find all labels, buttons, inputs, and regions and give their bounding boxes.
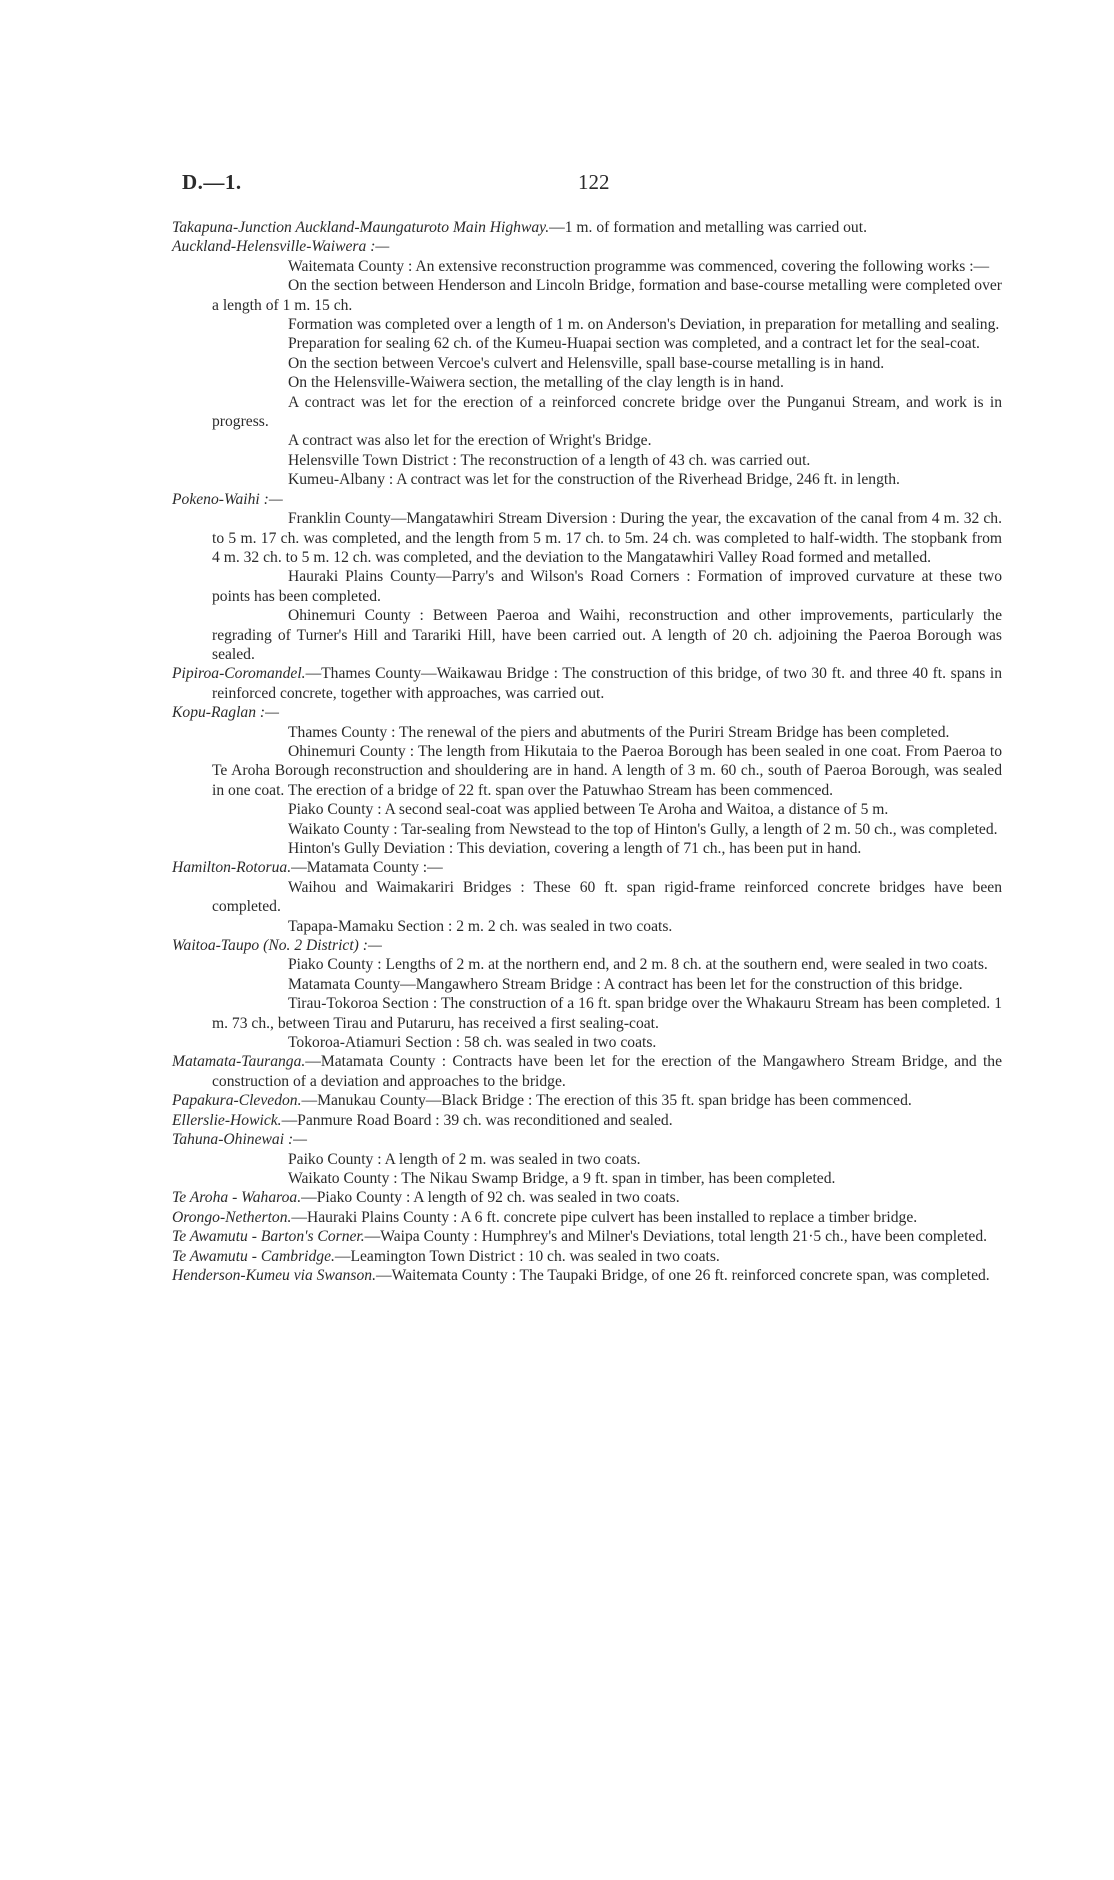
report-paragraph	[172, 1033, 1002, 1052]
route-name: Kopu-Raglan :—	[172, 704, 279, 722]
report-paragraph	[172, 257, 1002, 276]
paragraph-text: A contract was let for the erection of a reinforced concrete bridge over the Punganui Stream, and work is in progress.	[212, 393, 1002, 431]
paragraph-text: —Waipa County : Humphrey's and Milner's Deviations, total length 21·5 ch., have been completed.	[364, 1228, 988, 1246]
page-number: 122	[578, 170, 610, 194]
paragraph-text: On the section between Vercoe's culvert and Helensville, spall base-course metalling is in hand.	[288, 354, 885, 372]
report-paragraph	[172, 955, 1002, 974]
report-paragraph	[172, 431, 1002, 450]
route-heading-paragraph	[172, 664, 1002, 703]
report-paragraph	[172, 1150, 1002, 1169]
route-name: Matamata-Tauranga.	[172, 1053, 306, 1071]
route-name: Te Aroha - Waharoa.	[172, 1189, 302, 1207]
paragraph-text: Ohinemuri County : The length from Hikutaia to the Paeroa Borough has been sealed in one coat. From Paeroa to Te Aroha Borough reconstruction and shouldering are in hand. A length of 3 m. 60 ch., south of Paeroa Borough, was sealed in one coat. The erection of a bridge of 22 ft. span over the Patuwhao Stream has been commenced.	[212, 742, 1002, 799]
route-name: Pokeno-Waihi :—	[172, 490, 283, 508]
route-name: Henderson-Kumeu via Swanson.	[172, 1266, 376, 1284]
report-paragraph	[172, 839, 1002, 858]
paragraph-text: Tokoroa-Atiamuri Section : 58 ch. was sealed in two coats.	[288, 1034, 657, 1052]
paragraph-text: Matamata County—Mangawhero Stream Bridge : A contract has been let for the construction of this bridge.	[288, 975, 963, 993]
report-paragraph	[172, 567, 1002, 606]
report-paragraph	[172, 276, 1002, 315]
report-paragraph	[172, 509, 1002, 567]
report-paragraph	[172, 393, 1002, 432]
paragraph-text: —Matamata County :—	[291, 859, 443, 877]
route-heading-paragraph	[172, 703, 1002, 722]
paragraph-text: On the section between Henderson and Lincoln Bridge, formation and base-course metalling were completed over a length of 1 m. 15 ch.	[212, 277, 1002, 314]
route-heading-paragraph	[172, 218, 1002, 237]
paragraph-text: On the Helensville-Waiwera section, the metalling of the clay length is in hand.	[288, 374, 784, 392]
report-paragraph	[172, 917, 1002, 936]
report-paragraph	[172, 975, 1002, 994]
paragraph-text: —Piako County : A length of 92 ch. was sealed in two coats.	[301, 1189, 680, 1207]
route-heading-paragraph	[172, 1266, 1002, 1285]
paragraph-text: Hauraki Plains County—Parry's and Wilson's Road Corners : Formation of improved curvature at these two points has been completed.	[212, 568, 1002, 605]
report-paragraph	[172, 451, 1002, 470]
route-heading-paragraph	[172, 858, 1002, 877]
paragraph-text: A contract was also let for the erection of Wright's Bridge.	[288, 432, 652, 450]
paragraph-text: Kumeu-Albany : A contract was let for the construction of the Riverhead Bridge, 246 ft. in length.	[288, 471, 900, 489]
route-heading-paragraph	[172, 1091, 1002, 1110]
route-heading-paragraph	[172, 1247, 1002, 1266]
paragraph-text: Waikato County : Tar-sealing from Newstead to the top of Hinton's Gully, a length of 2 m. 50 ch., was completed.	[288, 820, 998, 838]
paragraph-text: —Panmure Road Board : 39 ch. was reconditioned and sealed.	[281, 1111, 673, 1129]
paragraph-text: Waitemata County : An extensive reconstruction programme was commenced, covering the following works :—	[288, 257, 990, 275]
route-name: Waitoa-Taupo (No. 2 District) :—	[172, 937, 382, 955]
route-name: Pipiroa-Coromandel.	[172, 665, 306, 683]
route-name: Te Awamutu - Cambridge.	[172, 1247, 335, 1265]
paragraph-text: —Leamington Town District : 10 ch. was sealed in two coats.	[334, 1247, 720, 1265]
paragraph-text: Piako County : A second seal-coat was applied between Te Aroha and Waitoa, a distance of 5 m.	[288, 801, 889, 819]
report-paragraph	[172, 606, 1002, 664]
paragraph-text: Ohinemuri County : Between Paeroa and Waihi, reconstruction and other improvements, particularly the regrading of Turner's Hill and Tarariki Hill, have been carried out. A length of 20 ch. adjoining the Paeroa Borough was sealed.	[212, 607, 1002, 663]
route-name: Te Awamutu - Barton's Corner.	[172, 1228, 365, 1246]
report-paragraph	[172, 334, 1002, 353]
report-paragraph	[172, 470, 1002, 489]
paragraph-text: Hinton's Gully Deviation : This deviation, covering a length of 71 ch., has been put in hand.	[288, 840, 862, 857]
route-heading-paragraph	[172, 1188, 1002, 1207]
report-paragraph	[172, 354, 1002, 373]
paragraph-text: Preparation for sealing 62 ch. of the Kumeu-Huapai section was completed, and a contract let for the seal-coat.	[288, 335, 980, 353]
report-body	[172, 218, 1002, 1285]
route-name: Hamilton-Rotorua.	[172, 859, 292, 877]
paragraph-text: Franklin County—Mangatawhiri Stream Diversion : During the year, the excavation of the canal from 4 m. 32 ch. to 5 m. 17 ch. was completed, and the length from 5 m. 17 ch. to 5m. 24 ch. was completed to half-width. The stopbank from 4 m. 32 ch. to 5 m. 12 ch. was completed, and the deviation to the Mangatawhiri Valley Road formed and metalled.	[212, 510, 1002, 566]
report-paragraph	[172, 315, 1002, 334]
route-name: Tahuna-Ohinewai :—	[172, 1131, 308, 1149]
paragraph-text: Tapapa-Mamaku Section : 2 m. 2 ch. was sealed in two coats.	[288, 917, 673, 935]
report-paragraph	[172, 820, 1002, 839]
paragraph-text: Waikato County : The Nikau Swamp Bridge, a 9 ft. span in timber, has been completed.	[288, 1169, 836, 1187]
document-reference: D.—1.	[182, 170, 242, 194]
paragraph-text: —Manukau County—Black Bridge : The erection of this 35 ft. span bridge has been commenced.	[301, 1092, 912, 1110]
paragraph-text: Tirau-Tokoroa Section : The construction of a 16 ft. span bridge over the Whakauru Stream has been completed. 1 m. 73 ch., between Tirau and Putaruru, has received a first sealing-coat.	[212, 995, 1002, 1032]
paragraph-text: Paiko County : A length of 2 m. was sealed in two coats.	[288, 1150, 641, 1168]
route-heading-paragraph	[172, 1208, 1002, 1227]
page-header	[182, 170, 1002, 198]
report-paragraph	[172, 742, 1002, 800]
route-name: Auckland-Helensville-Waiwera :—	[172, 238, 390, 256]
report-paragraph	[172, 1169, 1002, 1188]
report-paragraph	[172, 800, 1002, 819]
route-heading-paragraph	[172, 490, 1002, 509]
report-paragraph	[172, 723, 1002, 742]
paragraph-text: —Hauraki Plains County : A 6 ft. concrete pipe culvert has been installed to replace a timber bridge.	[291, 1208, 918, 1226]
route-name: Papakura-Clevedon.	[172, 1092, 302, 1110]
route-heading-paragraph	[172, 1130, 1002, 1149]
route-name: Ellerslie-Howick.	[172, 1111, 282, 1129]
paragraph-text: Formation was completed over a length of 1 m. on Anderson's Deviation, in preparation for metalling and sealing.	[288, 316, 1000, 334]
report-paragraph	[172, 994, 1002, 1033]
report-paragraph	[172, 373, 1002, 392]
paragraph-text: —1 m. of formation and metalling was carried out.	[549, 219, 867, 236]
paragraph-text: Piako County : Lengths of 2 m. at the northern end, and 2 m. 8 ch. at the southern end, were sealed in two coats.	[288, 956, 988, 974]
paragraph-text: Waihou and Waimakariri Bridges : These 60 ft. span rigid-frame reinforced concrete bridges have been completed.	[212, 878, 1002, 916]
report-paragraph	[172, 878, 1002, 917]
paragraph-text: Helensville Town District : The reconstruction of a length of 43 ch. was carried out.	[288, 451, 811, 469]
route-heading-paragraph	[172, 1227, 1002, 1246]
paragraph-text: Thames County : The renewal of the piers and abutments of the Puriri Stream Bridge has been completed.	[288, 723, 950, 741]
route-name: Takapuna-Junction Auckland-Maungaturoto Main Highway.	[172, 219, 550, 236]
route-heading-paragraph	[172, 936, 1002, 955]
paragraph-text: —Matamata County : Contracts have been let for the erection of the Mangawhero Stream Bridge, and the construction of a deviation and approaches to the bridge.	[212, 1053, 1002, 1090]
route-heading-paragraph	[172, 1052, 1002, 1091]
paragraph-text: —Waitemata County : The Taupaki Bridge, of one 26 ft. reinforced concrete span, was completed.	[376, 1266, 990, 1284]
route-name: Orongo-Netherton.	[172, 1208, 292, 1226]
paragraph-text: —Thames County—Waikawau Bridge : The construction of this bridge, of two 30 ft. and three 40 ft. spans in reinforced concrete, together with approaches, was carried out.	[212, 665, 1002, 702]
route-heading-paragraph	[172, 237, 1002, 256]
route-heading-paragraph	[172, 1111, 1002, 1130]
